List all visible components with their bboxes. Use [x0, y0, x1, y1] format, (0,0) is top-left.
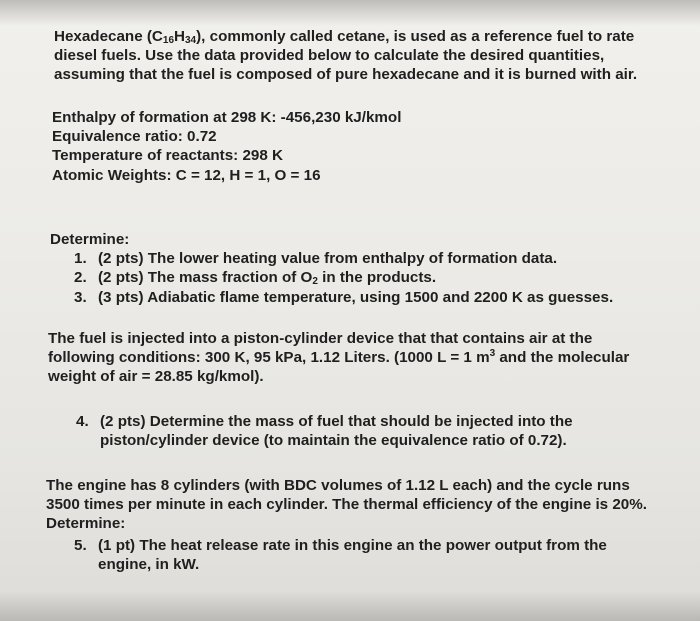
list-item-5: 5. (1 pt) The heat release rate in this engine an the power output from the engine, in kW. — [74, 537, 607, 574]
list-item-3: 3. (3 pts) Adiabatic flame temperature, using 1500 and 2200 K as guesses. — [74, 288, 614, 306]
piston-line-2: following conditions: 300 K, 95 kPa, 1.12 Liters. (1000 L = 1 $m^3$ and the molecular — [48, 348, 630, 367]
list-item-1: 1. (2 pts) The lower heating value from enthalpy of formation data. — [74, 250, 558, 268]
engine-paragraph — [46, 476, 647, 534]
piston-line-3: weight of air = 28.85 kg/kmol). — [48, 368, 264, 386]
given-data — [52, 108, 401, 185]
temperature-line: Temperature of reactants: 298 K — [52, 147, 283, 165]
engine-line-2: 3500 times per minute in each cylinder. The thermal efficiency of the engine is 20%. — [46, 496, 647, 514]
piston-line-1: The fuel is injected into a piston-cylinder device that that contains air at the — [48, 330, 593, 347]
list-item-4: 4. (2 pts) Determine the mass of fuel that should be injected into the piston/cylinder device (to maintain the equivalence ratio of 0.72). — [76, 413, 573, 450]
atomic-weights-line: Atomic Weights: C = 12, H = 1, O = 16 — [52, 166, 321, 184]
piston-paragraph — [48, 329, 629, 387]
intro-paragraph — [54, 27, 637, 85]
determine-section-1 — [50, 230, 613, 307]
bottom-shadow — [0, 591, 700, 621]
enthalpy-line: Enthalpy of formation at 298 K: -456,230 kJ/kmol — [52, 109, 402, 126]
top-shadow — [0, 0, 700, 26]
intro-line-1: Hexadecane $(C_{16}H_{34})$, commonly called cetane, is used as a reference fuel to rate — [54, 28, 635, 46]
determine-heading-1: Determine: — [50, 231, 130, 248]
list-item-2: 2. (2 pts) The mass fraction of $O_2$ in the products. — [74, 269, 437, 288]
engine-line-1: The engine has 8 cylinders (with BDC volumes of 1.12 L each) and the cycle runs — [46, 477, 630, 494]
intro-line-2: diesel fuels. Use the data provided below to calculate the desired quantities, — [54, 47, 605, 65]
intro-line-3: assuming that the fuel is composed of pure hexadecane and it is burned with air. — [54, 66, 638, 84]
equivalence-line: Equivalence ratio: 0.72 — [52, 128, 217, 146]
determine-heading-2: Determine: — [46, 515, 126, 533]
